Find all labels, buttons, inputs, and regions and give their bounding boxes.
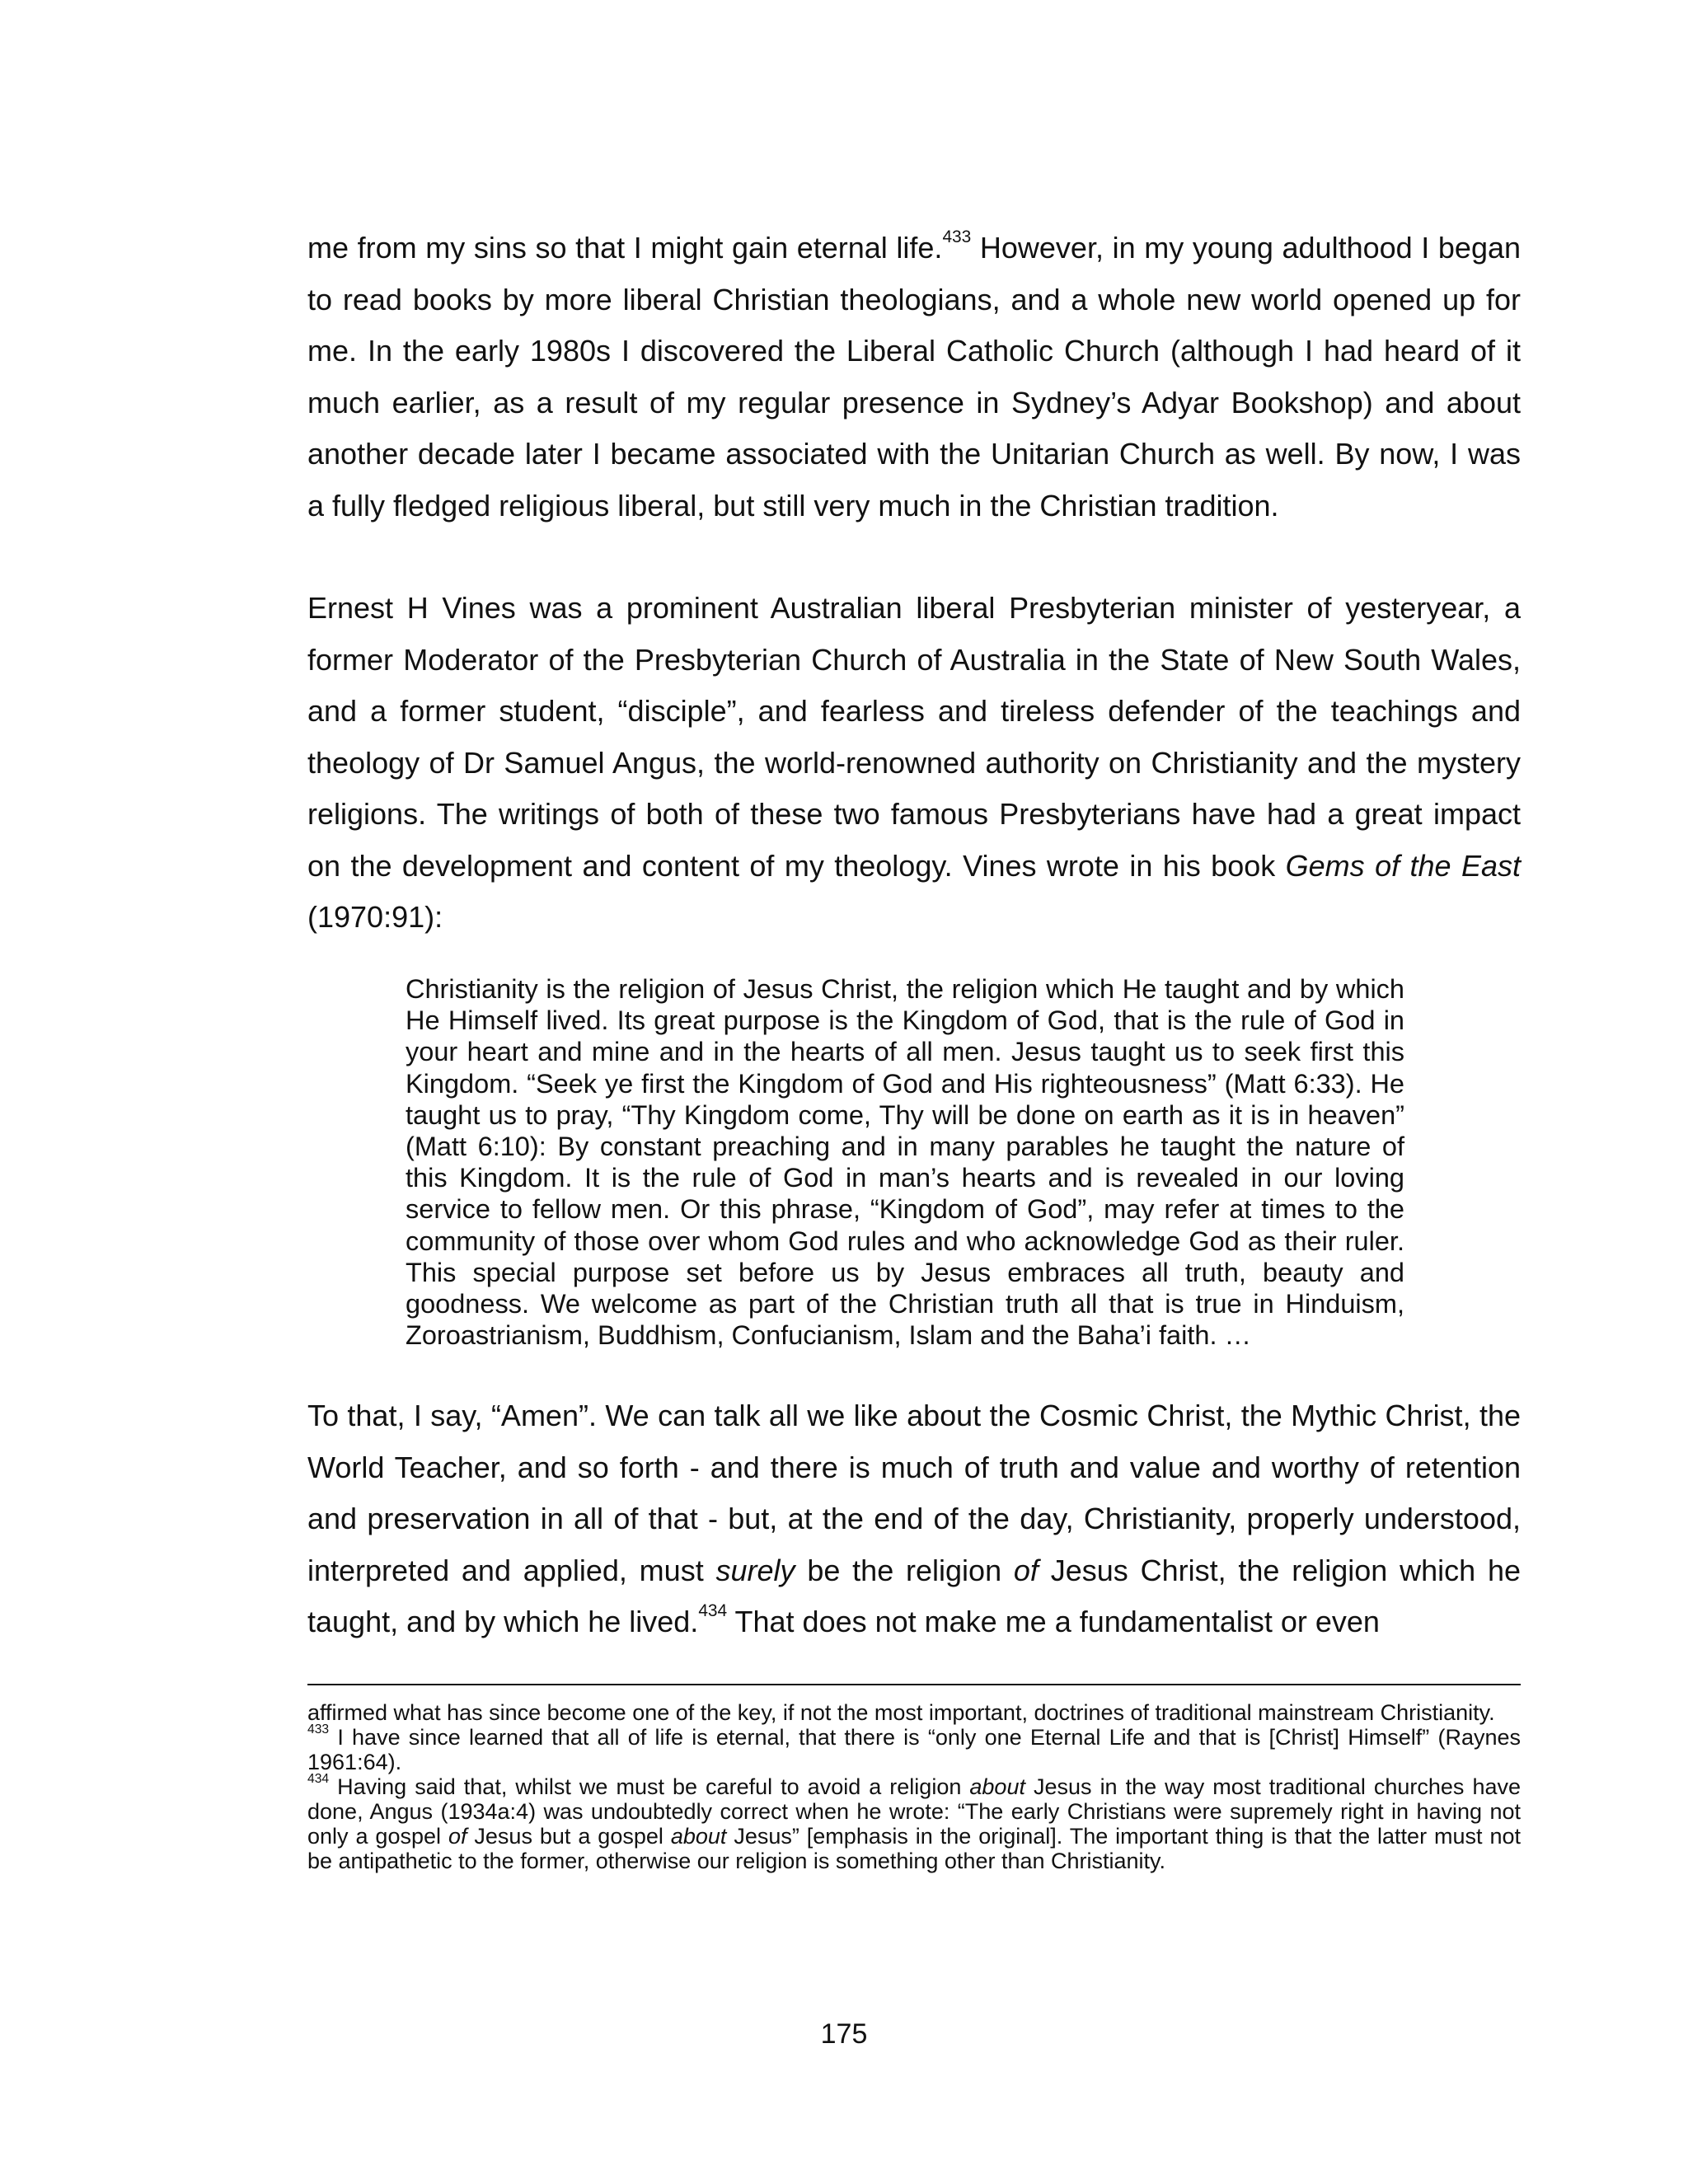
paragraph-text: Jesus Christ, the religion which he taught, and by which he lived. [307,1553,1521,1638]
footnote-text: Jesus in the way most traditional churches have done, Angus (1934a:4) was undoubtedly correct when he wrote: “The early Christians were supremely right in having not only a gospel [307,1774,1521,1849]
footnote-number: 434 [307,1771,330,1786]
footnote-434 [307,1771,1521,1873]
emphasis-text: about [670,1824,727,1849]
paragraph-text: To that, I say, “Amen”. We can talk all we like about the Cosmic Christ, the Mythic Christ, the World Teacher, and so forth - and there is much of truth and value and worthy of retention and preservation in all of that - but, at the end of the day, Christianity, properly understood, interpreted and applied, must [307,1399,1521,1587]
footnote-separator [307,1684,1521,1685]
body-paragraph-3 [307,1390,1521,1648]
book-title: Gems of the East [1285,848,1521,883]
emphasis-text: of [1013,1553,1039,1587]
block-quote: Christianity is the religion of Jesus Christ, the religion which He taught and by which He Himself lived. Its great purpose is the Kingdom of God, that is the rule of God in your heart and mine and in the hearts of all men. Jesus taught us to seek first this Kingdom. “Seek ye first the Kingdom of God and His righteousness” (Matt 6:33). He taught us to pray, “Thy Kingdom come, Thy will be done on earth as it is in heaven” (Matt 6:10): By constant preaching and in many parables he taught the nature of this Kingdom. It is the rule of God in man’s hearts and is revealed in our loving service to fellow men. Or this phrase, “Kingdom of God”, may refer at times to the community of those over whom God rules and who acknowledge God as their ruler. This special purpose set before us by Jesus embraces all truth, beauty and goodness. We welcome as part of the Christian truth all that is true in Hinduism, Zoroastrianism, Buddhism, Confucianism, Islam and the Baha’i faith. … [406,974,1404,1351]
paragraph-text: That does not make me a fundamentalist or even [727,1605,1380,1638]
body-paragraph-2 [307,583,1521,944]
emphasis-text: about [969,1774,1025,1799]
body-paragraph-1 [307,223,1521,532]
page-number: 175 [820,2018,868,2050]
footnote-reference-434[interactable]: 434 [698,1601,728,1621]
footnote-text: I have since learned that all of life is eternal, that there is “only one Eternal Life and that is [Christ] Himself” (Raynes 1961:64). [307,1725,1521,1774]
emphasis-text: of [448,1824,467,1849]
footnote-text: Having said that, whilst we must be careful to avoid a religion [329,1774,970,1799]
footnote-433 [307,1722,1521,1774]
footnote-reference-433[interactable]: 433 [942,227,972,247]
paragraph-text: me from my sins so that I might gain eternal life. [307,231,943,265]
paragraph-text: However, in my young adulthood I began to read books by more liberal Christian theologians, and a whole new world opened up for me. In the early 1980s I discovered the Liberal Catholic Church (although I had heard of it much earlier, as a result of my regular presence in Sydney’s Adyar Bookshop) and about another decade later I became associated with the Unitarian Church as well. By now, I was a fully fledged religious liberal, but still very much in the Christian tradition. [307,231,1522,523]
paragraph-text: be the religion [795,1553,1014,1587]
paragraph-text: Ernest H Vines was a prominent Australian liberal Presbyterian minister of yesteryear, a former Moderator of the Presbyterian Church of Australia in the State of New South Wales, and a former student, “disciple”, and fearless and tireless defender of the teachings and theology of Dr Samuel Angus, the world-renowned authority on Christianity and the mystery religions. The writings of both of these two famous Presbyterians have had a great impact on the development and content of my theology. Vines wrote in his book [307,591,1521,883]
footnote-number: 433 [307,1722,330,1736]
paragraph-text: (1970:91): [307,900,443,934]
emphasis-text: surely [715,1553,795,1587]
footnote-text: Jesus” [emphasis in the original]. The important thing is that the latter must not be antipathetic to the former, otherwise our religion is something other than Christianity. [307,1824,1521,1873]
footnotes-section [307,1700,1521,1873]
footnote-continued: affirmed what has since become one of the key, if not the most important, doctrines of traditional mainstream Christianity. [307,1700,1495,1725]
footnote-text: Jesus but a gospel [467,1824,671,1849]
